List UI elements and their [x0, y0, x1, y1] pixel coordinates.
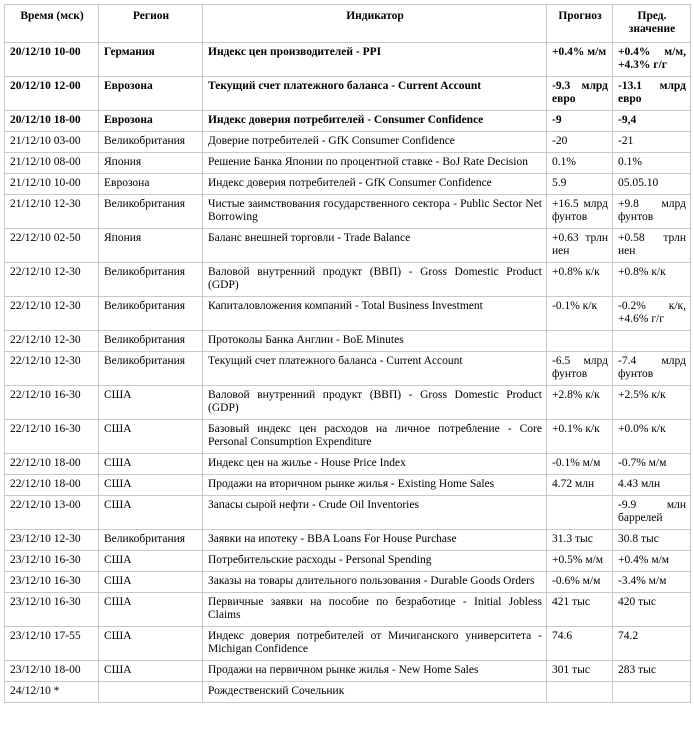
- table-row: [5, 195, 691, 229]
- cell-indicator: Капиталовложения компаний - Total Business Investment: [203, 297, 547, 331]
- header-indicator: Индикатор: [203, 5, 547, 43]
- cell-forecast: 31.3 тыс: [547, 530, 613, 551]
- cell-forecast: +2.8% к/к: [547, 386, 613, 420]
- cell-time: 20/12/10 10-00: [5, 43, 99, 77]
- table-row: [5, 111, 691, 132]
- cell-region: Япония: [99, 153, 203, 174]
- cell-time: 21/12/10 12-30: [5, 195, 99, 229]
- cell-previous: +9.8 млрд фунтов: [613, 195, 691, 229]
- cell-indicator: Индекс цен производителей - PPI: [203, 43, 547, 77]
- table-row: [5, 331, 691, 352]
- cell-previous: -9,4: [613, 111, 691, 132]
- header-forecast: Прогноз: [547, 5, 613, 43]
- cell-previous: [613, 331, 691, 352]
- cell-indicator: Индекс доверия потребителей - Consumer Confidence: [203, 111, 547, 132]
- cell-time: 21/12/10 08-00: [5, 153, 99, 174]
- cell-forecast: +0.5% м/м: [547, 551, 613, 572]
- table-row: [5, 43, 691, 77]
- cell-time: 21/12/10 10-00: [5, 174, 99, 195]
- cell-forecast: 4.72 млн: [547, 475, 613, 496]
- cell-previous: 05.05.10: [613, 174, 691, 195]
- cell-previous: -7.4 млрд фунтов: [613, 352, 691, 386]
- cell-previous: 420 тыс: [613, 593, 691, 627]
- cell-forecast: 5.9: [547, 174, 613, 195]
- cell-indicator: Баланс внешней торговли - Trade Balance: [203, 229, 547, 263]
- cell-time: 23/12/10 17-55: [5, 627, 99, 661]
- cell-region: США: [99, 627, 203, 661]
- cell-previous: 283 тыс: [613, 661, 691, 682]
- cell-previous: -21: [613, 132, 691, 153]
- cell-previous: 30.8 тыс: [613, 530, 691, 551]
- cell-time: 22/12/10 12-30: [5, 331, 99, 352]
- table-row: [5, 229, 691, 263]
- cell-indicator: Продажи на вторичном рынке жилья - Existing Home Sales: [203, 475, 547, 496]
- cell-region: Еврозона: [99, 174, 203, 195]
- cell-time: 21/12/10 03-00: [5, 132, 99, 153]
- cell-time: 23/12/10 12-30: [5, 530, 99, 551]
- cell-time: 22/12/10 12-30: [5, 352, 99, 386]
- cell-indicator: Текущий счет платежного баланса - Current Account: [203, 352, 547, 386]
- cell-indicator: Заявки на ипотеку - BBA Loans For House Purchase: [203, 530, 547, 551]
- cell-forecast: +0.63 трлн иен: [547, 229, 613, 263]
- cell-region: США: [99, 475, 203, 496]
- cell-forecast: 301 тыс: [547, 661, 613, 682]
- cell-region: Великобритания: [99, 352, 203, 386]
- cell-forecast: [547, 496, 613, 530]
- cell-time: 22/12/10 12-30: [5, 263, 99, 297]
- economic-calendar-table: [4, 4, 691, 703]
- cell-indicator: Решение Банка Японии по процентной ставке - BoJ Rate Decision: [203, 153, 547, 174]
- cell-forecast: -9.3 млрд евро: [547, 77, 613, 111]
- cell-indicator: Рождественский Сочельник: [203, 682, 547, 703]
- cell-time: 23/12/10 16-30: [5, 572, 99, 593]
- cell-forecast: -20: [547, 132, 613, 153]
- cell-forecast: +16.5 млрд фунтов: [547, 195, 613, 229]
- header-row: [5, 5, 691, 43]
- cell-time: 20/12/10 12-00: [5, 77, 99, 111]
- cell-previous: +0.0% к/к: [613, 420, 691, 454]
- table-row: [5, 77, 691, 111]
- cell-previous: +0.58 трлн иен: [613, 229, 691, 263]
- cell-region: Великобритания: [99, 530, 203, 551]
- cell-time: 22/12/10 13-00: [5, 496, 99, 530]
- cell-previous: +0.4% м/м, +4.3% г/г: [613, 43, 691, 77]
- cell-previous: -0.2% к/к, +4.6% г/г: [613, 297, 691, 331]
- cell-previous: +2.5% к/к: [613, 386, 691, 420]
- table-row: [5, 475, 691, 496]
- cell-forecast: [547, 682, 613, 703]
- cell-region: Еврозона: [99, 111, 203, 132]
- cell-forecast: +0.4% м/м: [547, 43, 613, 77]
- cell-time: 20/12/10 18-00: [5, 111, 99, 132]
- cell-previous: +0.4% м/м: [613, 551, 691, 572]
- cell-previous: [613, 682, 691, 703]
- cell-forecast: -0.1% к/к: [547, 297, 613, 331]
- cell-forecast: -9: [547, 111, 613, 132]
- cell-region: Великобритания: [99, 195, 203, 229]
- cell-previous: +0.8% к/к: [613, 263, 691, 297]
- cell-region: США: [99, 661, 203, 682]
- cell-indicator: Базовый индекс цен расходов на личное потребление - Core Personal Consumption Expenditure: [203, 420, 547, 454]
- cell-forecast: -0.6% м/м: [547, 572, 613, 593]
- cell-time: 22/12/10 18-00: [5, 475, 99, 496]
- cell-time: 22/12/10 02-50: [5, 229, 99, 263]
- cell-indicator: Чистые заимствования государственного сектора - Public Sector Net Borrowing: [203, 195, 547, 229]
- table-row: [5, 153, 691, 174]
- cell-indicator: Запасы сырой нефти - Crude Oil Inventories: [203, 496, 547, 530]
- cell-time: 22/12/10 12-30: [5, 297, 99, 331]
- cell-previous: -0.7% м/м: [613, 454, 691, 475]
- table-row: [5, 682, 691, 703]
- cell-region: США: [99, 496, 203, 530]
- cell-indicator: Индекс доверия потребителей от Мичиганского университета - Michigan Confidence: [203, 627, 547, 661]
- cell-previous: -13.1 млрд евро: [613, 77, 691, 111]
- cell-time: 22/12/10 16-30: [5, 386, 99, 420]
- table-row: [5, 174, 691, 195]
- cell-region: США: [99, 454, 203, 475]
- cell-forecast: -6.5 млрд фунтов: [547, 352, 613, 386]
- cell-previous: 0.1%: [613, 153, 691, 174]
- cell-indicator: Заказы на товары длительного пользования - Durable Goods Orders: [203, 572, 547, 593]
- cell-region: [99, 682, 203, 703]
- cell-indicator: Текущий счет платежного баланса - Current Account: [203, 77, 547, 111]
- cell-forecast: 74.6: [547, 627, 613, 661]
- header-time: Время (мск): [5, 5, 99, 43]
- cell-previous: 74.2: [613, 627, 691, 661]
- cell-region: Великобритания: [99, 263, 203, 297]
- cell-forecast: 0.1%: [547, 153, 613, 174]
- calendar-body: [5, 43, 691, 703]
- cell-forecast: +0.8% к/к: [547, 263, 613, 297]
- table-row: [5, 263, 691, 297]
- cell-region: Япония: [99, 229, 203, 263]
- table-row: [5, 627, 691, 661]
- table-row: [5, 454, 691, 475]
- cell-indicator: Протоколы Банка Англии - BoE Minutes: [203, 331, 547, 352]
- table-row: [5, 386, 691, 420]
- cell-forecast: -0.1% м/м: [547, 454, 613, 475]
- cell-region: Великобритания: [99, 132, 203, 153]
- cell-time: 23/12/10 16-30: [5, 593, 99, 627]
- cell-indicator: Валовой внутренний продукт (ВВП) - Gross Domestic Product (GDP): [203, 386, 547, 420]
- cell-time: 23/12/10 16-30: [5, 551, 99, 572]
- cell-forecast: 421 тыс: [547, 593, 613, 627]
- cell-region: Великобритания: [99, 297, 203, 331]
- cell-previous: 4.43 млн: [613, 475, 691, 496]
- table-row: [5, 530, 691, 551]
- cell-indicator: Первичные заявки на пособие по безработице - Initial Jobless Claims: [203, 593, 547, 627]
- cell-indicator: Индекс цен на жилье - House Price Index: [203, 454, 547, 475]
- cell-time: 22/12/10 18-00: [5, 454, 99, 475]
- cell-forecast: [547, 331, 613, 352]
- cell-region: США: [99, 572, 203, 593]
- cell-region: США: [99, 386, 203, 420]
- cell-region: Германия: [99, 43, 203, 77]
- cell-indicator: Потребительские расходы - Personal Spending: [203, 551, 547, 572]
- cell-region: Великобритания: [99, 331, 203, 352]
- table-row: [5, 297, 691, 331]
- cell-forecast: +0.1% к/к: [547, 420, 613, 454]
- cell-region: США: [99, 420, 203, 454]
- cell-time: 23/12/10 18-00: [5, 661, 99, 682]
- table-row: [5, 551, 691, 572]
- cell-indicator: Продажи на первичном рынке жилья - New Home Sales: [203, 661, 547, 682]
- cell-indicator: Доверие потребителей - GfK Consumer Confidence: [203, 132, 547, 153]
- table-row: [5, 496, 691, 530]
- cell-indicator: Индекс доверия потребителей - GfK Consumer Confidence: [203, 174, 547, 195]
- table-row: [5, 661, 691, 682]
- cell-time: 22/12/10 16-30: [5, 420, 99, 454]
- table-row: [5, 572, 691, 593]
- cell-region: Еврозона: [99, 77, 203, 111]
- cell-previous: -9.9 млн баррелей: [613, 496, 691, 530]
- cell-time: 24/12/10 *: [5, 682, 99, 703]
- header-previous: Пред. значение: [613, 5, 691, 43]
- table-row: [5, 420, 691, 454]
- table-row: [5, 593, 691, 627]
- cell-indicator: Валовой внутренний продукт (ВВП) - Gross Domestic Product (GDP): [203, 263, 547, 297]
- header-region: Регион: [99, 5, 203, 43]
- cell-region: США: [99, 593, 203, 627]
- table-row: [5, 352, 691, 386]
- cell-region: США: [99, 551, 203, 572]
- cell-previous: -3.4% м/м: [613, 572, 691, 593]
- table-row: [5, 132, 691, 153]
